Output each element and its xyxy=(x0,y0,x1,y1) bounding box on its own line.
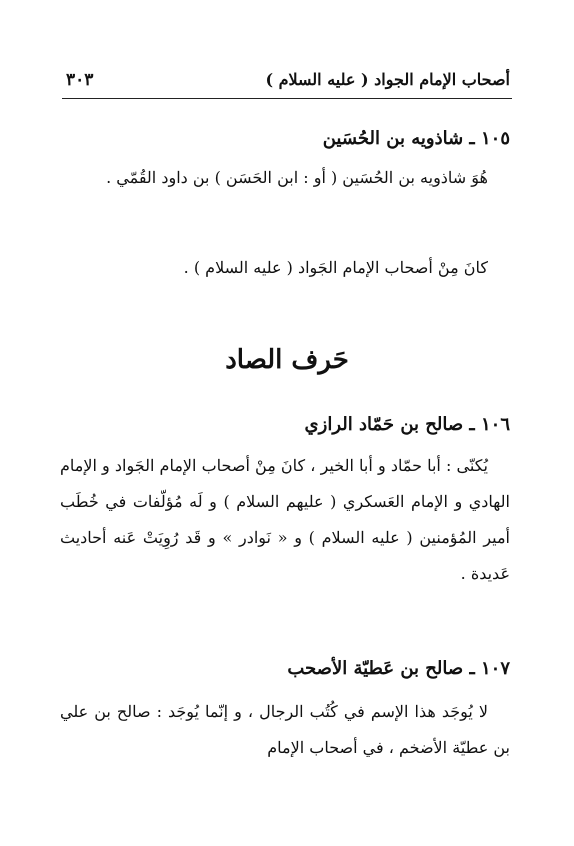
section-heading: حَرف الصاد xyxy=(225,345,349,375)
header-rule xyxy=(62,98,512,99)
entry-106-title: ١٠٦ ـ صالح بن حَمّاد الرازي xyxy=(304,414,510,435)
running-header-title: أصحاب الإمام الجواد ( عليه السلام ) xyxy=(265,70,510,89)
entry-105-paragraph-1: هُوَ شاذويه بن الحُسَين ( أو : ابن الحَسَن ) بن داود القُمّي . xyxy=(106,168,488,187)
entry-105-title: ١٠٥ ـ شاذويه بن الحُسَين xyxy=(322,128,510,149)
page-number: ٣٠٣ xyxy=(66,70,94,90)
entry-105-paragraph-2: كانَ مِنْ أصحاب الإمام الجَواد ( عليه السلام ) . xyxy=(183,258,488,277)
entry-106-paragraph-1: يُكنّى : أبا حمّاد و أبا الخير ، كانَ مِنْ أصحاب الإمام الجَواد و الإمام الهادي و الإمام العَسكري ( عليهم السلام ) و لَه مُؤلّفات في خُطَب أمير المُؤمنين ( عليه السلام ) و « نَوادر » و قَد رُوِيَتْ عَنه أحاديث عَديدة . xyxy=(60,456,510,583)
entry-107-title: ١٠٧ ـ صالح بن عَطيّة الأصحب xyxy=(287,658,510,679)
entry-107-paragraph-1: لا يُوجَد هذا الإسم في كُتُب الرجال ، و إنّما يُوجَد : صالح بن علي بن عطيّة الأضخم ، في أصحاب الإمام xyxy=(60,702,510,757)
